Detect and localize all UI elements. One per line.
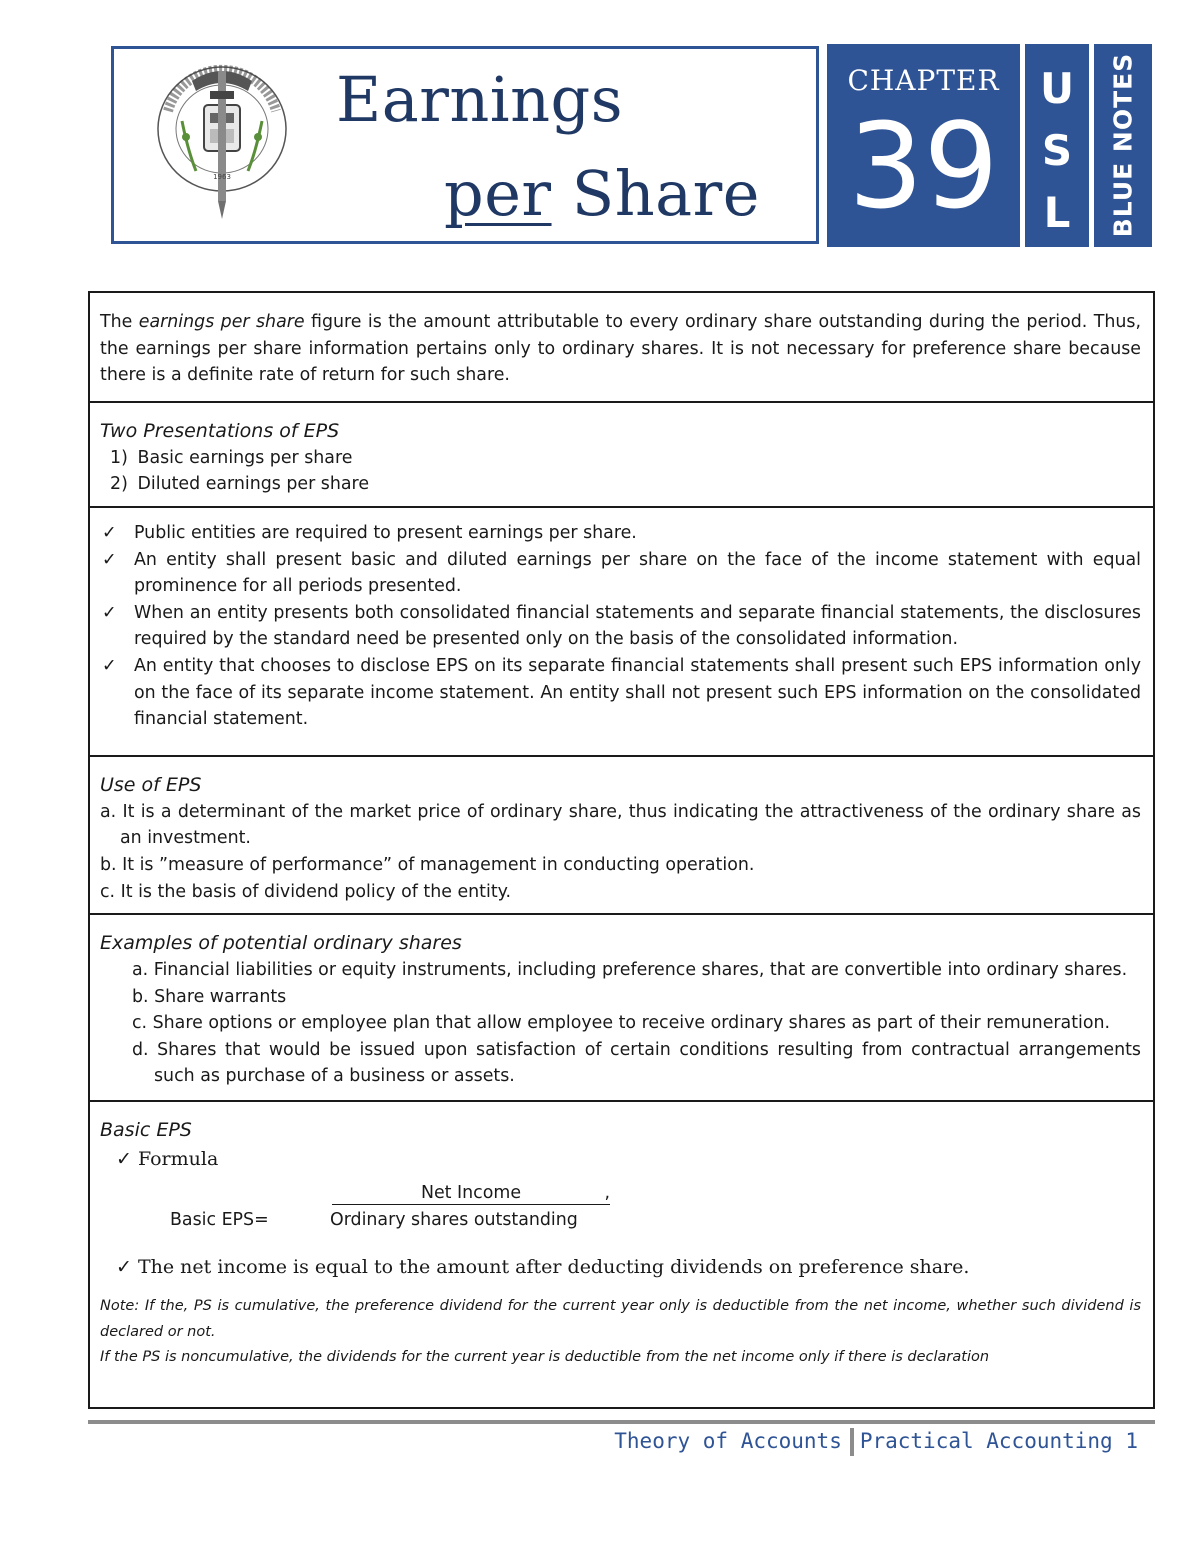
list-item: ✓ An entity that chooses to disclose EPS on its separate financial statements shall present such EPS information only on the face of its separate income statement. An entity shall not present such EPS information on the consolidated financial statement.	[100, 653, 1141, 733]
section-title: Two Presentations of EPS	[100, 419, 340, 442]
requirements-section	[90, 508, 1153, 757]
net-income-statement: ✓ The net income is equal to the amount after deducting dividends on preference share.	[116, 1256, 970, 1279]
chapter-title-line1: Earnings	[336, 63, 624, 136]
list-item: 1) Basic earnings per share	[110, 447, 353, 468]
list-item: ✓ An entity shall present basic and diluted earnings per share on the face of the income statement with equal prominence for all periods presented.	[100, 547, 1141, 600]
section-title: Use of EPS	[100, 773, 202, 796]
list-item: ✓ When an entity presents both consolidated financial statements and separate financial statements, the disclosures required by the standard need be presented only on the basis of the consolidated information.	[100, 600, 1141, 653]
check-icon: ✓	[116, 1148, 132, 1171]
section-title: Basic EPS	[100, 1119, 192, 1142]
usl-badge	[1025, 44, 1089, 247]
title-word: Share	[571, 157, 760, 230]
title-box	[111, 46, 819, 244]
blue-notes-badge	[1094, 44, 1152, 247]
note-cumulative: Note: If the, PS is cumulative, the preference dividend for the current year only is deductible from the net income, whether such dividend is declared or not.	[100, 1298, 1141, 1340]
footer	[614, 1426, 1138, 1456]
basic-eps-section	[90, 1102, 1153, 1407]
formula-numerator: Net Income ,	[332, 1182, 610, 1205]
blue-notes-label: BLUE NOTES	[1108, 52, 1138, 238]
chapter-number: 39	[848, 97, 999, 235]
svg-text:1963: 1963	[213, 173, 231, 181]
list-item: a. It is a determinant of the market price of ordinary share, thus indicating the attractiveness of the ordinary share as an investment.	[100, 801, 1141, 849]
basic-eps-formula	[100, 1174, 1141, 1244]
list-item: b. Share warrants	[132, 986, 287, 1007]
list-item: 2) Diluted earnings per share	[110, 474, 370, 495]
intro-term: earnings per share	[138, 312, 305, 332]
list-item: c. Share options or employee plan that allow employee to receive ordinary shares as part of their remuneration.	[132, 1013, 1111, 1034]
title-underlined-word: per	[444, 157, 552, 230]
formula-denominator: Ordinary shares outstanding	[330, 1210, 578, 1231]
notes-table	[88, 291, 1155, 1409]
formula-lhs: Basic EPS=	[170, 1210, 269, 1231]
footer-rule	[88, 1420, 1155, 1424]
chapter-badge	[827, 44, 1020, 247]
use-of-eps-section	[90, 757, 1153, 915]
formula-heading: ✓ Formula	[116, 1148, 219, 1171]
check-icon: ✓	[102, 602, 117, 623]
list-item: c. It is the basis of dividend policy of the entity.	[100, 881, 511, 902]
footer-divider	[850, 1428, 854, 1456]
check-icon: ✓	[102, 655, 117, 676]
check-icon: ✓	[116, 1256, 132, 1279]
intro-section: The earnings per share figure is the amount attributable to every ordinary share outstanding during the period. Thus, the earnings per share information pertains only to ordinary shares. It is not necessary for preference share because there is a definite rate of return for such share.	[90, 293, 1153, 403]
list-item: a. Financial liabilities or equity instruments, including preference shares, that are convertible into ordinary shares.	[132, 960, 1128, 981]
usl-letter-l: L	[1043, 188, 1071, 237]
section-title: Examples of potential ordinary shares	[100, 932, 462, 955]
examples-section	[90, 915, 1153, 1102]
usl-letter-s: S	[1041, 126, 1073, 175]
presentations-section	[90, 403, 1153, 508]
check-icon: ✓	[102, 522, 117, 543]
chapter-label: CHAPTER	[847, 64, 1000, 97]
chapter-title-line2	[444, 157, 760, 230]
note-noncumulative: If the PS is noncumulative, the dividends for the current year is deductible from the net income only if there is declaration	[100, 1349, 990, 1366]
list-item: ✓ Public entities are required to present earnings per share.	[100, 520, 1141, 547]
university-seal-logo	[152, 51, 292, 231]
list-item: d. Shares that would be issued upon satisfaction of certain conditions resulting from contractual arrangements such as purchase of a business or assets.	[132, 1039, 1141, 1087]
check-icon: ✓	[102, 549, 117, 570]
usl-letter-u: U	[1039, 64, 1075, 113]
footer-subject-practical: Practical Accounting 1	[859, 1429, 1138, 1453]
list-item: b. It is ”measure of performance” of management in conducting operation.	[100, 854, 755, 875]
footer-subject-theory: Theory of Accounts	[614, 1429, 842, 1453]
